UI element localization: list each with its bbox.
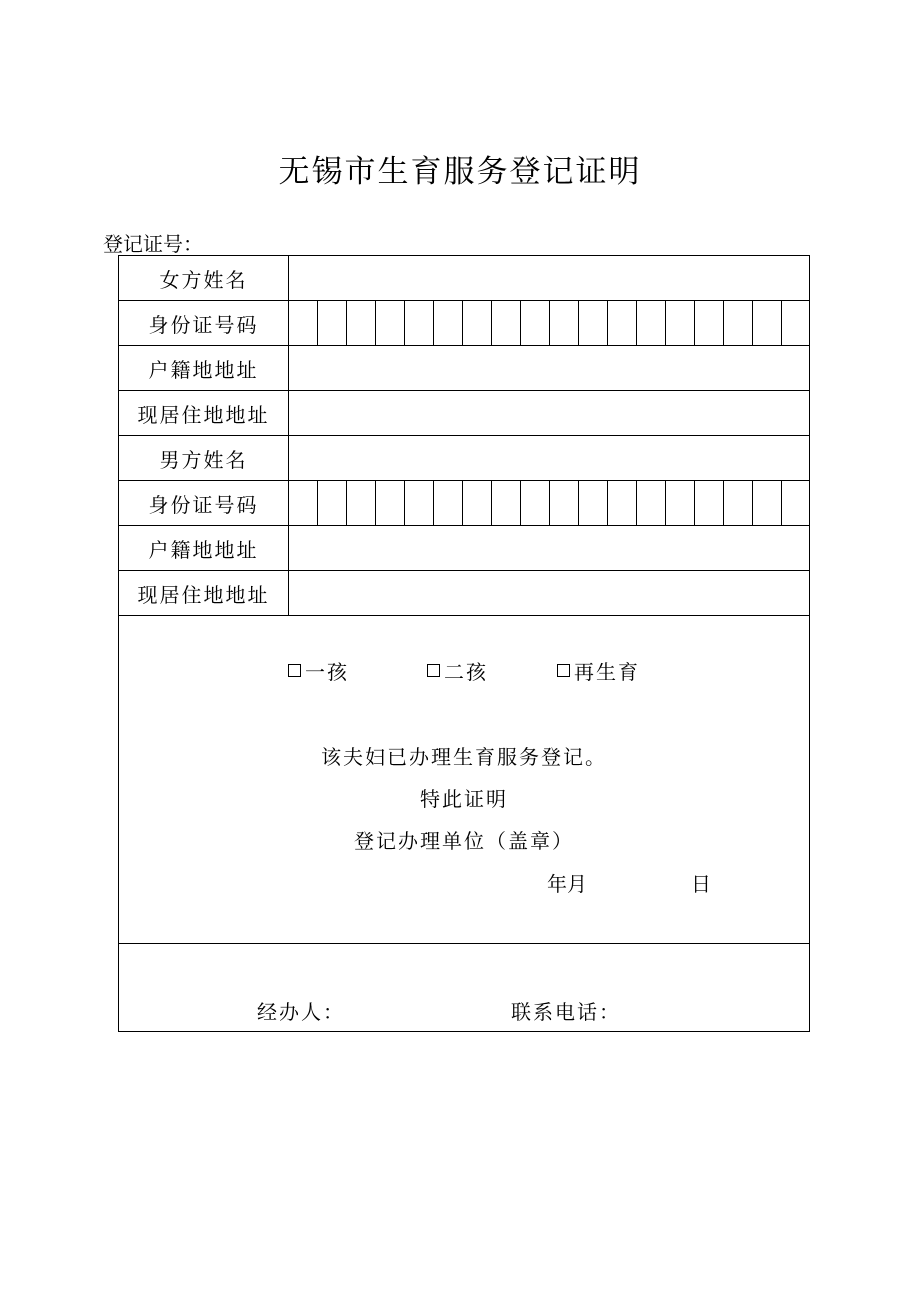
id-digit-cell[interactable] [666,301,695,345]
label-male-residence-address: 现居住地地址 [119,571,289,615]
female-id-field[interactable] [289,301,809,345]
id-digit-cell[interactable] [521,301,550,345]
registration-number-label: 登记证号： [103,232,203,256]
option-remarriage-birth[interactable] [557,656,640,685]
id-digit-cell[interactable] [637,481,666,525]
female-residence-address-field[interactable] [289,391,809,435]
row-female-id [119,301,809,346]
label-male-name: 男方姓名 [119,436,289,480]
row-male-hukou-address [119,526,809,571]
id-digit-cell[interactable] [376,481,405,525]
id-digit-cell[interactable] [376,301,405,345]
id-digit-cell[interactable] [724,481,753,525]
id-digit-cell[interactable] [463,301,492,345]
id-digit-cell[interactable] [289,481,318,525]
id-digit-cell[interactable] [405,481,434,525]
id-digit-cell[interactable] [753,301,782,345]
id-digit-cell[interactable] [550,301,579,345]
id-digit-cell[interactable] [782,301,810,345]
certification-section [119,616,809,944]
male-id-field[interactable] [289,481,809,525]
statement-issuing-unit: 登记办理单位（盖章） [354,829,574,853]
label-female-residence-address: 现居住地地址 [119,391,289,435]
checkbox-icon[interactable] [288,664,301,677]
male-hukou-address-field[interactable] [289,526,809,570]
id-digit-cell[interactable] [782,481,810,525]
id-digit-cell[interactable] [492,481,521,525]
male-residence-address-field[interactable] [289,571,809,615]
row-male-id [119,481,809,526]
id-digit-cell[interactable] [521,481,550,525]
id-digit-cell[interactable] [695,301,724,345]
male-name-field[interactable] [289,436,809,480]
id-digit-cell[interactable] [492,301,521,345]
row-male-residence-address [119,571,809,616]
id-digit-cell[interactable] [666,481,695,525]
option-remarriage-birth-label: 再生育 [574,660,640,684]
id-digit-cell[interactable] [608,481,637,525]
option-second-child-label: 二孩 [444,660,488,684]
id-digit-cell[interactable] [318,481,347,525]
id-digit-cell[interactable] [695,481,724,525]
id-digit-cell[interactable] [463,481,492,525]
id-digit-cell[interactable] [579,481,608,525]
label-female-name: 女方姓名 [119,256,289,300]
row-female-hukou-address [119,346,809,391]
checkbox-icon[interactable] [557,664,570,677]
id-digit-cell[interactable] [289,301,318,345]
id-digit-cell[interactable] [434,301,463,345]
id-digit-cell[interactable] [434,481,463,525]
id-digit-cell[interactable] [579,301,608,345]
label-male-id: 身份证号码 [119,481,289,525]
id-digit-cell[interactable] [637,301,666,345]
id-digit-cell[interactable] [550,481,579,525]
document-title: 无锡市生育服务登记证明 [278,154,642,190]
option-first-child-label: 一孩 [305,660,349,684]
option-first-child[interactable] [288,656,349,685]
id-digit-cell[interactable] [724,301,753,345]
label-male-hukou-address: 户籍地地址 [119,526,289,570]
id-digit-cell[interactable] [347,301,376,345]
signature-section [119,944,809,1031]
row-female-residence-address [119,391,809,436]
statement-certify: 特此证明 [420,787,508,811]
id-digit-cell[interactable] [318,301,347,345]
row-male-name [119,436,809,481]
id-digit-cell[interactable] [753,481,782,525]
label-female-hukou-address: 户籍地地址 [119,346,289,390]
female-hukou-address-field[interactable] [289,346,809,390]
row-female-name [119,256,809,301]
label-female-id: 身份证号码 [119,301,289,345]
handler-label: 经办人： [257,1000,345,1024]
female-name-field[interactable] [289,256,809,300]
id-digit-cell[interactable] [347,481,376,525]
option-second-child[interactable] [427,656,488,685]
contact-phone-label: 联系电话： [511,1000,621,1024]
id-digit-cell[interactable] [608,301,637,345]
checkbox-icon[interactable] [427,664,440,677]
date-day: 日 [691,872,711,896]
date-year-month: 年月 [547,872,587,896]
registration-form [118,255,810,1032]
id-digit-cell[interactable] [405,301,434,345]
statement-registered: 该夫妇已办理生育服务登记。 [321,745,607,769]
